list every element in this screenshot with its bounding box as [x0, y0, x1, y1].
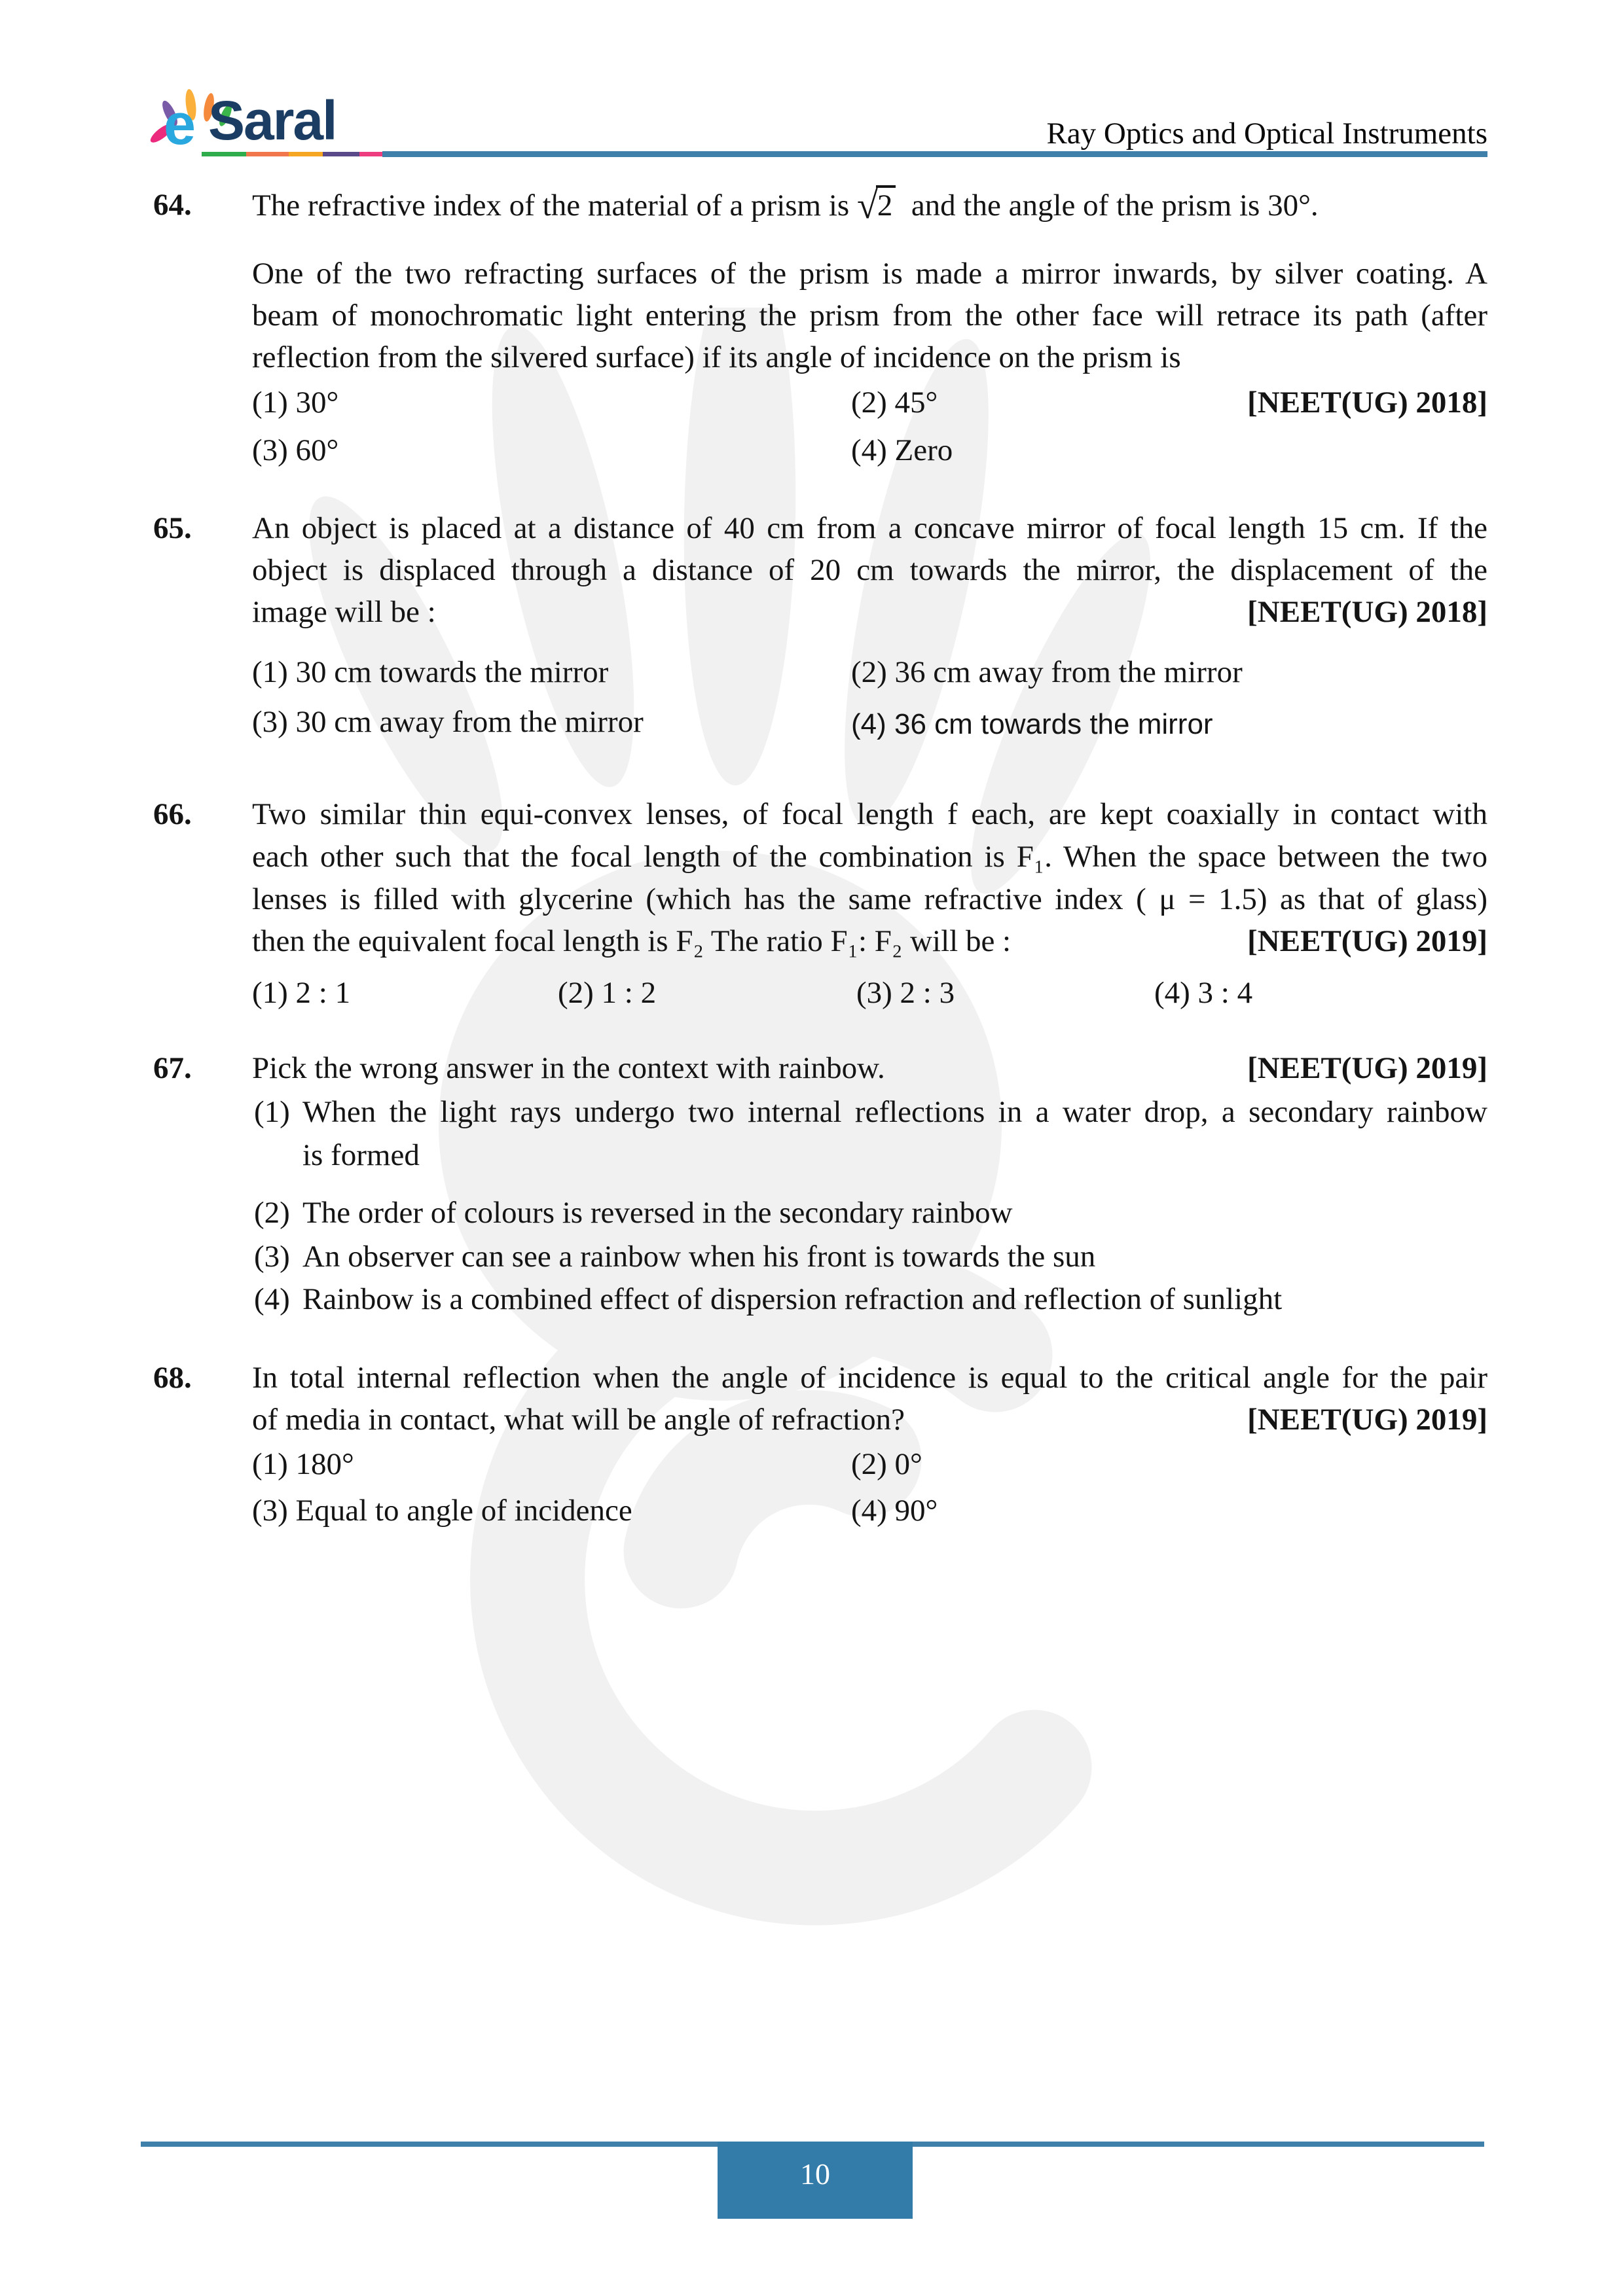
exam-tag: [NEET(UG) 2018]	[1247, 386, 1487, 420]
option-4: (4) 3 : 4	[1154, 976, 1253, 1010]
option-3-line: An observer can see a rainbow when his front is towards the sun	[302, 1240, 1096, 1274]
question-number: 68.	[153, 1361, 192, 1395]
option-4-label: (4)	[254, 1282, 290, 1316]
question-line: beam of monochromatic light entering the prism from the other face will retrace its path (after	[252, 298, 1487, 332]
option-2-label: (2)	[254, 1196, 290, 1230]
question-line: image will be :	[252, 595, 436, 629]
esaral-logo-text: Saral	[208, 90, 337, 151]
q64-intro-post: and the angle of the prism is 30°.	[896, 188, 1319, 223]
logo-underline-green	[202, 152, 246, 156]
question-line: then the equivalent focal length is F₂ The ratio F₁: F₂ will be :	[252, 924, 1012, 958]
question-line: Two similar thin equi-convex lenses, of focal length f each, are kept coaxially in contact with	[252, 797, 1487, 831]
option-3: (3) 30 cm away from the mirror	[252, 705, 644, 739]
question-line: reflection from the silvered surface) if its angle of incidence on the prism is	[252, 340, 1181, 374]
question-number: 65.	[153, 511, 192, 545]
logo-underline-purple	[323, 152, 359, 156]
option-2: (2) 45°	[851, 386, 938, 420]
logo-underline-yellow	[289, 152, 323, 156]
q64-intro-pre: The refractive index of the material of a prism is	[252, 188, 857, 223]
question-line: In total internal reflection when the angle of incidence is equal to the critical angle for the pair	[252, 1361, 1487, 1395]
option-3-label: (3)	[254, 1240, 290, 1274]
option-1-line: When the light rays undergo two internal reflections in a water drop, a secondary rainbow	[302, 1095, 1487, 1129]
option-4: (4) 90°	[851, 1494, 938, 1528]
question-line: An object is placed at a distance of 40 cm from a concave mirror of focal length 15 cm. If the	[252, 511, 1487, 545]
logo-underline-pink	[359, 152, 382, 156]
option-2: (2) 0°	[851, 1447, 922, 1481]
option-3: (3) 2 : 3	[856, 976, 955, 1010]
option-1: (1) 30°	[252, 386, 339, 420]
question-line: lenses is filled with glycerine (which has the same refractive index ( μ = 1.5) as that of glass)	[252, 882, 1487, 916]
option-1: (1) 30 cm towards the mirror	[252, 655, 609, 689]
sqrt-radical-icon: √	[856, 184, 878, 226]
option-1: (1) 180°	[252, 1447, 354, 1481]
option-1-label: (1)	[254, 1095, 290, 1129]
option-2: (2) 36 cm away from the mirror	[851, 655, 1243, 689]
exam-tag: [NEET(UG) 2019]	[1247, 924, 1487, 958]
question-line: Pick the wrong answer in the context with rainbow.	[252, 1051, 885, 1085]
option-4: (4) 36 cm towards the mirror	[851, 708, 1213, 740]
question-line: object is displaced through a distance of 20 cm towards the mirror, the displacement of the	[252, 553, 1487, 587]
option-4: (4) Zero	[851, 433, 953, 467]
option-3: (3) Equal to angle of incidence	[252, 1494, 632, 1528]
question-line: One of the two refracting surfaces of the prism is made a mirror inwards, by silver coating. A	[252, 257, 1487, 291]
question-number: 67.	[153, 1051, 192, 1085]
option-3: (3) 60°	[252, 433, 339, 467]
esaral-logo-e: e	[164, 92, 196, 156]
header-rule	[382, 151, 1487, 157]
question-number: 64.	[153, 188, 192, 222]
question-number: 66.	[153, 797, 192, 831]
question-line: of media in contact, what will be angle of refraction?	[252, 1403, 905, 1437]
question-line: each other such that the focal length of the combination is F₁. When the space between the two	[252, 840, 1487, 874]
option-1-line: is formed	[302, 1138, 420, 1172]
question-line	[252, 185, 1319, 225]
exam-tag: [NEET(UG) 2019]	[1247, 1403, 1487, 1437]
option-4-line: Rainbow is a combined effect of dispersion refraction and reflection of sunlight	[302, 1282, 1283, 1316]
logo-underline-orange	[246, 152, 289, 156]
exam-tag: [NEET(UG) 2019]	[1247, 1051, 1487, 1085]
sqrt-radicand: 2	[876, 185, 896, 222]
option-2-line: The order of colours is reversed in the secondary rainbow	[302, 1196, 1013, 1230]
option-1: (1) 2 : 1	[252, 976, 351, 1010]
page-number-badge: 10	[718, 2142, 913, 2219]
option-2: (2) 1 : 2	[558, 976, 657, 1010]
exam-tag: [NEET(UG) 2018]	[1247, 595, 1487, 629]
page-title: Ray Optics and Optical Instruments	[1046, 117, 1487, 151]
